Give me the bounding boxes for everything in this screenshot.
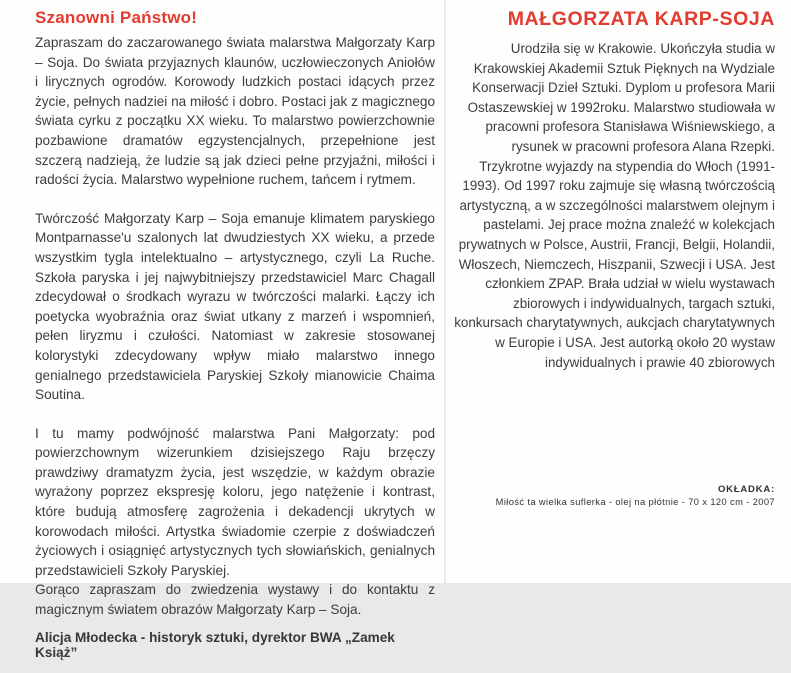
intro-paragraph-3: I tu mamy podwójność malarstwa Pani Małgorzaty: pod powierzchownym wizerunkiem dzisiejszego Raju brzęczy prawdziwy dramatyzm życia, jest wszędzie, w każdym obrazie wyrażony poprzez ekspresję koloru, jego natężenie i kontrast, które budują atmosferę zagrożenia i dekadencji ukrytych w korowodach miłości. Artystka świadomie czerpie z doświadczeń życiowych i osiągnięć artystycznych tych słowiańskich, genialnych przedstawicieli Szkoły Paryskiej. xyxy=(35,425,435,578)
cover-caption: Miłość ta wielka suflerka - olej na płótnie - 70 x 120 cm - 2007 xyxy=(495,497,775,507)
bio-column xyxy=(453,8,775,372)
author-signature: Alicja Młodecka - historyk sztuki, dyrektor BWA „Zamek Książ” xyxy=(35,629,395,660)
intro-heading: Szanowni Państwo! xyxy=(35,8,198,27)
cover-credit xyxy=(355,484,775,507)
intro-paragraph-2: Twórczość Małgorzaty Karp – Soja emanuje klimatem paryskiego Montparnasse'u szalonych lat dwudziestych XX wieku, a przede wszystkim tygla intelektualno – artystycznego, czyli La Ruche. Szkoła paryska i jej najwybitniejszy przedstawiciel Marc Chagall zdecydował o środkach wyrazu w twórczości malarki. Łączy ich poetycka wyobraźnia oraz świat utkany z marzeń i wspomnień, pełen liryzmu i czułości. Natomiast w zakresie stosowanej kolorystyki zdecydowany wpływ miało malarstwo innego genialnego przedstawiciela Paryskiej Szkoły mianowicie Chaima Soutina. xyxy=(35,210,435,403)
intro-paragraph-1: Zapraszam do zaczarowanego świata malarstwa Małgorzaty Karp – Soja. Do świata przyjaznych klaunów, uczłowieczonych Aniołów i lirycznych ogrodów. Korowody ludzkich postaci idących przez życie, pełnych nadziei na miłość i dobro. Postaci jak z magicznego świata cyrku z początku XX wieku. To malarstwo powierzchownie pozbawione dramatów egzystencjalnych, przepełnione jest szczerą nadzieją, że ludzie są jak dzieci pełne przyjaźni, miłości i radości życia. Malarstwo wypełnione ruchem, tańcem i rytmem. xyxy=(35,35,435,188)
intro-paragraph-4: Gorąco zapraszam do zwiedzenia wystawy i do kontaktu z magicznym światem obrazów Małgorzaty Karp – Soja. xyxy=(35,582,435,618)
artist-name-heading: MAŁGORZATA KARP-SOJA xyxy=(507,8,775,30)
intro-column xyxy=(35,8,435,673)
artist-bio-text: Urodziła się w Krakowie. Ukończyła studia w Krakowskiej Akademii Sztuk Pięknych na Wydziale Konserwacji Dzieł Sztuki. Dyplom u profesora Marii Ostaszewskiej w 1992roku. Malarstwo studiowała w pracowni profesora Stanisława Wiśniewskiego, a rysunek w pracowni profesora Alana Rzepki. Trzykrotne wyjazdy na stypendia do Włoch (1991-1993). Od 1997 roku zajmuje się własną twórczością artystyczną, a w szczególności malarstwem olejnym i pastelami. Jej prace można znaleźć w kolekcjach prywatnych w Polsce, Austrii, Francji, Belgii, Holandii, Włoszech, Niemczech, Hiszpanii, Szwecji i USA. Jest członkiem ZPAP. Brała udział w wielu wystawach zbiorowych i indywidualnych, targach sztuki, konkursach charytatywnych, aukcjach charytatywnych w Europie i USA. Jest autorką około 20 wystaw indywidualnych i prawie 40 zbiorowych xyxy=(454,41,775,370)
cover-label: OKŁADKA: xyxy=(717,484,775,495)
